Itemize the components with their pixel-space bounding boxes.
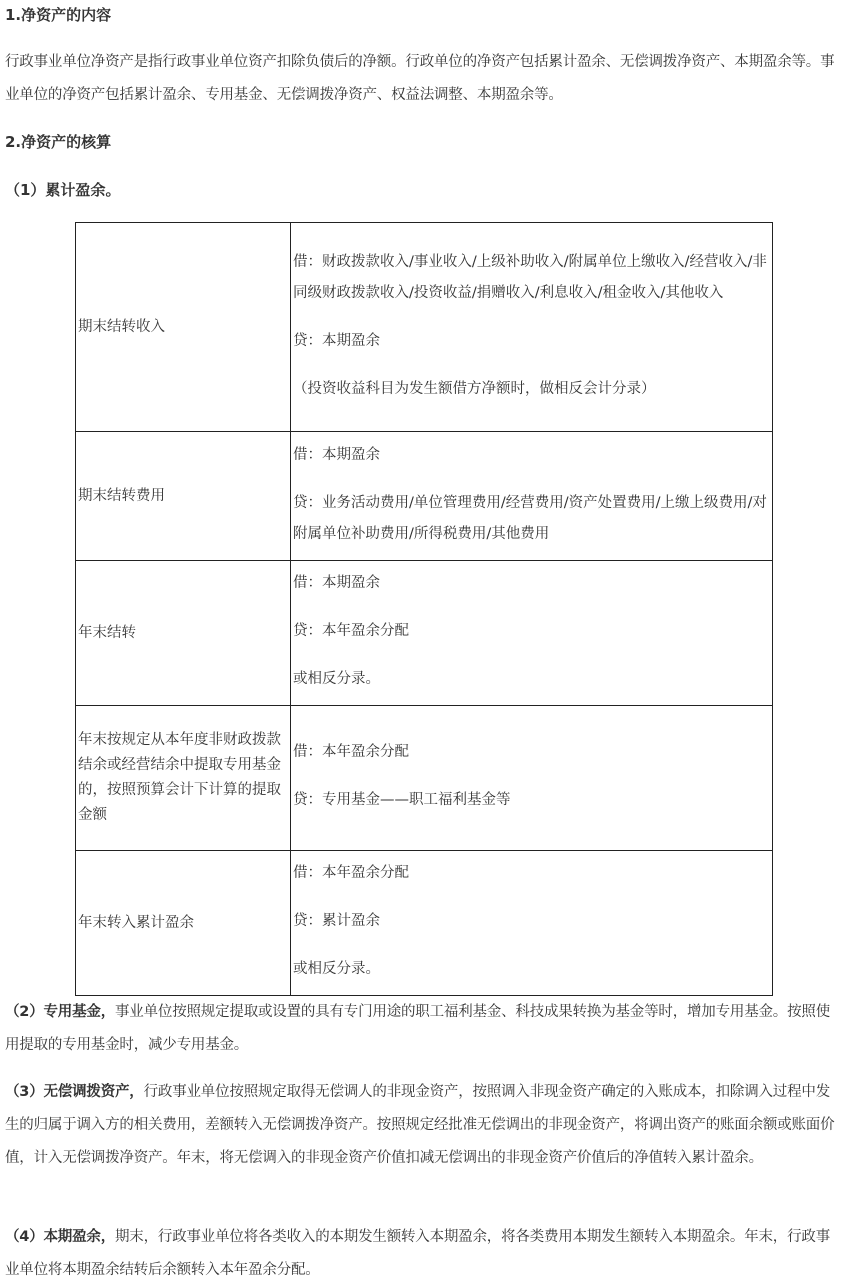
- section-heading: 1.净资产的内容: [5, 6, 112, 24]
- item-body: 期末，行政事业单位将各类收入的本期发生额转入本期盈余，将各类费用本期发生额转入本期盈余。年末，行政事业单位将本期盈余结转后余额转入本年盈余分配。: [5, 1229, 830, 1278]
- table-row: [76, 223, 773, 432]
- entry-line: 贷：专用基金——职工福利基金等: [293, 792, 511, 808]
- journal-entry: [291, 706, 773, 851]
- sub-heading: （1）累计盈余。: [5, 181, 121, 199]
- journal-entry: [291, 851, 773, 996]
- journal-entry: [291, 561, 773, 706]
- section-heading: 2.净资产的核算: [5, 133, 112, 151]
- paragraph: 行政事业单位净资产是指行政事业单位资产扣除负债后的净额。行政单位的净资产包括累计盈余、无偿调拨净资产、本期盈余等。事业单位的净资产包括累计盈余、专用基金、无偿调拨净资产、权益法调整、本期盈余等。: [5, 54, 835, 103]
- entry-line: 借：财政拨款收入/事业收入/上级补助收入/附属单位上缴收入/经营收入/非同级财政拨款收入/投资收益/捐赠收入/利息收入/租金收入/其他收入: [293, 253, 767, 301]
- journal-entry: [291, 432, 773, 561]
- account-label: 年末结转: [76, 561, 291, 706]
- item-body: 行政事业单位按照规定取得无偿调人的非现金资产，按照调入非现金资产确定的入账成本，扣除调入过程中发生的归属于调入方的相关费用，差额转入无偿调拨净资产。按照规定经批准无偿调出的非现金资产，将调出资产的账面余额或账面价值，计入无偿调拨净资产。年末，将无偿调入的非现金资产价值扣减无偿调出的非现金资产价值后的净值转入累计盈余。: [5, 1084, 835, 1166]
- item-title: （2）专用基金，: [5, 1004, 115, 1020]
- journal-entry: [291, 223, 773, 432]
- entry-line: 借：本年盈余分配: [293, 865, 409, 881]
- account-label: 年末按规定从本年度非财政拨款结余或经营结余中提取专用基金的，按照预算会计下计算的提取金额: [76, 706, 291, 851]
- entry-line: 借：本期盈余: [293, 575, 380, 591]
- table-row: [76, 706, 773, 851]
- table-row: [76, 561, 773, 706]
- entry-line: 贷：本期盈余: [293, 332, 380, 349]
- paragraph-item-3: [5, 1076, 841, 1175]
- account-label: 期末结转费用: [76, 432, 291, 561]
- entry-line: 或相反分录。: [293, 961, 380, 977]
- entry-line: 借：本年盈余分配: [293, 744, 409, 760]
- item-title: （3）无偿调拨资产，: [5, 1084, 144, 1100]
- account-label: 年末转入累计盈余: [76, 851, 291, 996]
- journal-entry-table: [75, 222, 773, 996]
- table-row: [76, 432, 773, 561]
- entry-line: 借：本期盈余: [293, 446, 380, 463]
- entry-line: 或相反分录。: [293, 671, 380, 687]
- entry-line: 贷：业务活动费用/单位管理费用/经营费用/资产处置费用/上缴上级费用/对附属单位补助费用/所得税费用/其他费用: [293, 494, 767, 542]
- table-row: [76, 851, 773, 996]
- item-title: （4）本期盈余，: [5, 1229, 115, 1245]
- item-body: 事业单位按照规定提取或设置的具有专门用途的职工福利基金、科技成果转换为基金等时，增加专用基金。按照使用提取的专用基金时，减少专用基金。: [5, 1004, 830, 1053]
- paragraph-item-4: [5, 1221, 841, 1287]
- entry-line: 贷：累计盈余: [293, 913, 380, 929]
- entry-line: 贷：本年盈余分配: [293, 623, 409, 639]
- entry-line: （投资收益科目为发生额借方净额时，做相反会计分录）: [293, 380, 656, 397]
- paragraph-item-2: [5, 996, 841, 1062]
- account-label: 期末结转收入: [76, 223, 291, 432]
